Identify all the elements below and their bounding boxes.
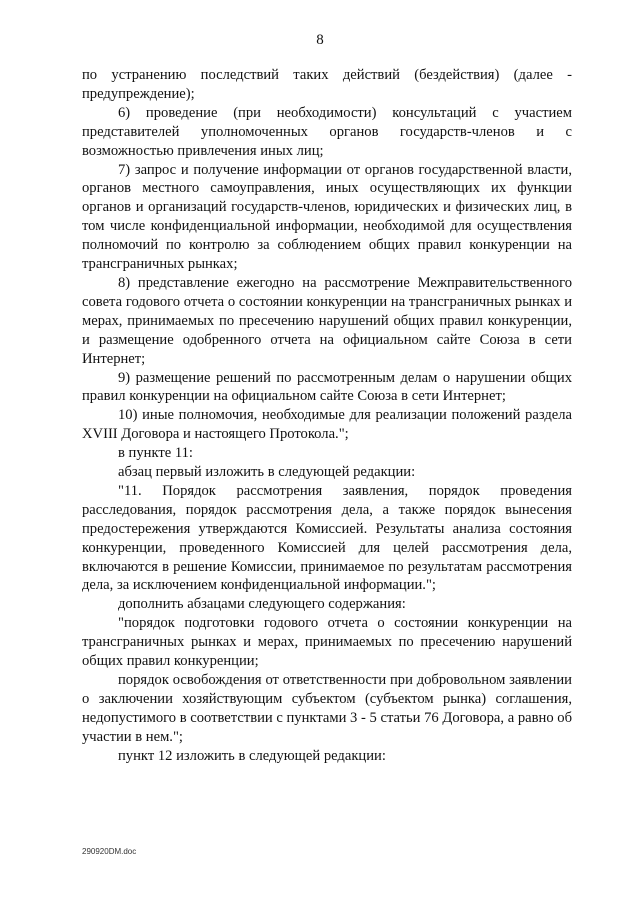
document-body — [82, 66, 572, 766]
file-name-footer: 290920DM.doc — [82, 847, 137, 856]
paragraph: порядок освобождения от ответственности при добровольном заявлении о заключении хозяйствующим субъектом (субъектом рынка) соглашения, недопустимого в соответствии с пунктами 3 - 5 статьи 76 Договора, а равно об участии в нем."; — [82, 672, 572, 745]
paragraph: 6) проведение (при необходимости) консультаций с участием представителей уполномоченных органов государств-членов и с возможностью привлечения иных лиц; — [82, 104, 572, 159]
paragraph: 8) представление ежегодно на рассмотрение Межправительственного совета годового отчета о состоянии конкуренции на трансграничных рынках и мерах, принимаемых по пресечению нарушений общих правил конкуренции, и размещение одобренного отчета на официальном сайте Союза в сети Интернет; — [82, 274, 572, 367]
paragraph: дополнить абзацами следующего содержания: — [118, 596, 406, 613]
paragraph: пункт 12 изложить в следующей редакции: — [118, 747, 386, 764]
paragraph: по устранению последствий таких действий (бездействия) (далее - предупреждение); — [82, 67, 572, 102]
paragraph: "порядок подготовки годового отчета о состоянии конкуренции на трансграничных рынках и мерах, принимаемых по пресечению нарушений общих правил конкуренции; — [82, 615, 572, 670]
paragraph: "11. Порядок рассмотрения заявления, порядок проведения расследования, порядок рассмотрения дела, а также порядок вынесения предостережения утверждаются Комиссией. Результаты анализа состояния конкуренции, проведенного Комиссией для целей рассмотрения дела, включаются в решение Комиссии, принимаемое по результатам рассмотрения дела, за исключением конфиденциальной информации."; — [82, 482, 572, 594]
paragraph: 7) запрос и получение информации от органов государственной власти, органов местного самоуправления, иных осуществляющих их функции органов и организаций государств-членов, юридических и физических лиц, в том числе конфиденциальной информации, необходимой для осуществления полномочий по контролю за соблюдением общих правил конкуренции на трансграничных рынках; — [82, 161, 572, 273]
paragraph: 10) иные полномочия, необходимые для реализации положений раздела XVIII Договора и настоящего Протокола."; — [82, 407, 572, 443]
paragraph: в пункте 11: — [118, 445, 193, 462]
paragraph: абзац первый изложить в следующей редакции: — [118, 464, 416, 481]
page-number: 8 — [316, 32, 324, 48]
paragraph: 9) размещение решений по рассмотренным делам о нарушении общих правил конкуренции на официальном сайте Союза в сети Интернет; — [82, 369, 572, 405]
